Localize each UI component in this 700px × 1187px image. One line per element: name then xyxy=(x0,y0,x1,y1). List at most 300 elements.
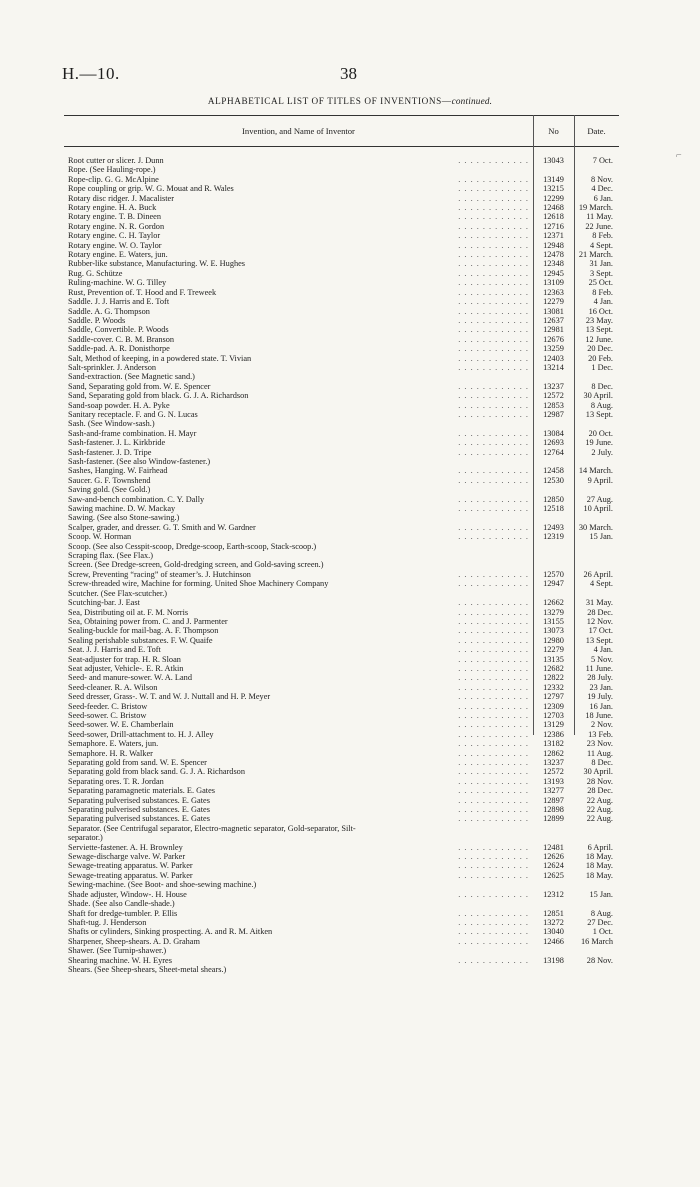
invention-title: Seed-feeder. C. Bristow xyxy=(68,701,148,711)
leader-dots: . . . . . . . . . . . . xyxy=(458,616,529,626)
table-row xyxy=(64,814,619,823)
patent-date: 13 Sept. xyxy=(585,409,613,419)
leader-dots: . . . . . . . . . . . . xyxy=(458,908,529,918)
patent-date: 23 Nov. xyxy=(586,739,613,749)
patent-number: 12493 xyxy=(543,522,564,532)
patent-number: 12299 xyxy=(543,193,564,203)
patent-date: 20 Oct. xyxy=(588,428,613,438)
leader-dots: . . . . . . . . . . . . xyxy=(458,936,529,946)
patent-date: 27 Dec. xyxy=(587,917,613,927)
patent-date: 8 Dec. xyxy=(591,381,613,391)
patent-number: 12980 xyxy=(543,635,564,645)
invention-title: Seed-sower, Drill-attachment to. H. J. Alley xyxy=(68,729,214,739)
invention-title: Scutching-bar. J. East xyxy=(68,598,140,608)
leader-dots: . . . . . . . . . . . . xyxy=(458,955,529,965)
patent-number: 13279 xyxy=(543,607,564,617)
table-row xyxy=(64,617,619,626)
patent-date: 19 July. xyxy=(587,692,613,702)
table-row xyxy=(64,203,619,212)
patent-date: 19 June. xyxy=(585,438,613,448)
invention-title: Separator. (See Centrifugal separator, Electro-magnetic separator, Gold-separator, Silt- xyxy=(68,823,356,833)
leader-dots: . . . . . . . . . . . . xyxy=(458,438,529,448)
leader-dots: . . . . . . . . . . . . xyxy=(458,221,529,231)
invention-title: Rug. G. Schütze xyxy=(68,268,123,278)
table-row xyxy=(64,927,619,936)
patent-number: 12945 xyxy=(543,268,564,278)
leader-dots: . . . . . . . . . . . . xyxy=(458,569,529,579)
patent-number: 12468 xyxy=(543,203,564,213)
invention-title: Semaphore. H. R. Walker xyxy=(68,748,153,758)
patent-date: 4 Dec. xyxy=(591,184,613,194)
table-row xyxy=(64,956,619,965)
table-row xyxy=(64,711,619,720)
table-row xyxy=(64,212,619,221)
table-row xyxy=(64,589,619,598)
table-row xyxy=(64,570,619,579)
invention-title: Screen. (See Dredge-screen, Gold-dredging screen, and Gold-saving screen.) xyxy=(68,560,324,570)
patent-date: 16 March xyxy=(580,936,613,946)
table-row xyxy=(64,241,619,250)
table-row xyxy=(64,222,619,231)
table-row xyxy=(64,532,619,541)
table-row xyxy=(64,316,619,325)
invention-title: Sand, Separating gold from. W. E. Spencer xyxy=(68,381,211,391)
table-row xyxy=(64,833,619,842)
patent-date: 22 June. xyxy=(585,221,613,231)
leader-dots: . . . . . . . . . . . . xyxy=(458,682,529,692)
leader-dots: . . . . . . . . . . . . xyxy=(458,231,529,241)
patent-number: 12386 xyxy=(543,729,564,739)
patent-date: 12 Nov. xyxy=(586,616,613,626)
table-row xyxy=(64,391,619,400)
leader-dots: . . . . . . . . . . . . xyxy=(458,710,529,720)
patent-date: 1 Dec. xyxy=(591,362,613,372)
invention-title: Separating paramagnetic materials. E. Gates xyxy=(68,786,215,796)
leader-dots: . . . . . . . . . . . . xyxy=(458,297,529,307)
table-row xyxy=(64,702,619,711)
patent-number: 12676 xyxy=(543,334,564,344)
leader-dots: . . . . . . . . . . . . xyxy=(458,193,529,203)
table-row xyxy=(64,645,619,654)
patent-number: 12637 xyxy=(543,315,564,325)
leader-dots: . . . . . . . . . . . . xyxy=(458,927,529,937)
leader-dots: . . . . . . . . . . . . xyxy=(458,814,529,824)
table-row xyxy=(64,720,619,729)
table-row xyxy=(64,401,619,410)
table-row xyxy=(64,560,619,569)
leader-dots: . . . . . . . . . . . . xyxy=(458,607,529,617)
patent-date: 8 Feb. xyxy=(592,287,613,297)
table-row xyxy=(64,664,619,673)
invention-title: Shaft for dredge-tumbler. P. Ellis xyxy=(68,908,178,918)
leader-dots: . . . . . . . . . . . . xyxy=(458,334,529,344)
invention-title: Serviette-fastener. A. H. Brownley xyxy=(68,842,183,852)
inventions-table xyxy=(64,112,619,974)
invention-title: Rotary engine. T. B. Dineen xyxy=(68,212,162,222)
leader-dots: . . . . . . . . . . . . xyxy=(458,268,529,278)
invention-title: Scoop. (See also Cesspit-scoop, Dredge-scoop, Earth-scoop, Stack-scoop.) xyxy=(68,541,317,551)
column-header-no: No xyxy=(548,126,559,136)
leader-dots: . . . . . . . . . . . . xyxy=(458,842,529,852)
leader-dots: . . . . . . . . . . . . xyxy=(458,673,529,683)
patent-date: 20 Dec. xyxy=(587,344,613,354)
patent-date: 8 Aug. xyxy=(590,400,613,410)
patent-number: 12625 xyxy=(543,870,564,880)
table-row xyxy=(64,363,619,372)
leader-dots: . . . . . . . . . . . . xyxy=(458,776,529,786)
patent-date: 4 Sept. xyxy=(589,579,613,589)
leader-dots: . . . . . . . . . . . . xyxy=(458,645,529,655)
leader-dots: . . . . . . . . . . . . xyxy=(458,861,529,871)
table-row xyxy=(64,429,619,438)
patent-date: 23 May. xyxy=(585,315,613,325)
table-row xyxy=(64,184,619,193)
patent-date: 28 Nov. xyxy=(586,955,613,965)
invention-title: Sand, Separating gold from black. G. J. A. Richardson xyxy=(68,391,249,401)
patent-date: 8 Aug. xyxy=(590,908,613,918)
table-row xyxy=(64,786,619,795)
patent-number: 12897 xyxy=(543,795,564,805)
invention-title: Sealing-buckle for mail-bag. A. F. Thompson xyxy=(68,626,219,636)
leader-dots: . . . . . . . . . . . . xyxy=(458,870,529,880)
patent-number: 12466 xyxy=(543,936,564,946)
leader-dots: . . . . . . . . . . . . xyxy=(458,325,529,335)
patent-number: 12626 xyxy=(543,852,564,862)
patent-number: 12851 xyxy=(543,908,564,918)
leader-dots: . . . . . . . . . . . . xyxy=(458,400,529,410)
patent-date: 10 April. xyxy=(583,504,613,514)
table-row xyxy=(64,909,619,918)
patent-number: 13277 xyxy=(543,786,564,796)
list-title-main: ALPHABETICAL LIST OF TITLES OF INVENTIONS— xyxy=(207,96,452,106)
table-row xyxy=(64,297,619,306)
leader-dots: . . . . . . . . . . . . xyxy=(458,795,529,805)
invention-title: Shears. (See Sheep-shears, Sheet-metal shears.) xyxy=(68,964,227,974)
table-row xyxy=(64,871,619,880)
patent-date: 30 April. xyxy=(583,391,613,401)
invention-title: Shade adjuster, Window-. H. House xyxy=(68,889,187,899)
leader-dots: . . . . . . . . . . . . xyxy=(458,278,529,288)
patent-number: 12981 xyxy=(543,325,564,335)
table-row xyxy=(64,466,619,475)
invention-title: Saddle, Convertible. P. Woods xyxy=(68,325,169,335)
patent-date: 22 Aug. xyxy=(586,795,613,805)
patent-number: 13073 xyxy=(543,626,564,636)
leader-dots: . . . . . . . . . . . . xyxy=(458,852,529,862)
patent-number: 12862 xyxy=(543,748,564,758)
invention-title: Saddle-pad. A. R. Donisthorpe xyxy=(68,344,170,354)
table-row xyxy=(64,457,619,466)
invention-title: Sash-fastener. J. L. Kirkbride xyxy=(68,438,166,448)
invention-title: Sash-and-frame combination. H. Mayr xyxy=(68,428,197,438)
invention-title: Seat. J. J. Harris and E. Toft xyxy=(68,645,161,655)
invention-title: Rotary engine. E. Waters, jun. xyxy=(68,250,168,260)
patent-date: 5 Nov. xyxy=(590,654,613,664)
leader-dots: . . . . . . . . . . . . xyxy=(458,428,529,438)
invention-title: Salt, Method of keeping, in a powdered state. T. Vivian xyxy=(68,353,252,363)
patent-number: 13182 xyxy=(543,739,564,749)
patent-number: 13043 xyxy=(543,156,564,165)
invention-title: Sea, Obtaining power from. C. and J. Parmenter xyxy=(68,616,228,626)
patent-number: 13081 xyxy=(543,306,564,316)
patent-number: 12987 xyxy=(543,409,564,419)
patent-date: 30 April. xyxy=(583,767,613,777)
table-row xyxy=(64,579,619,588)
leader-dots: . . . . . . . . . . . . xyxy=(458,362,529,372)
invention-title: Ruling-machine. W. G. Tilley xyxy=(68,278,167,288)
invention-title: Shade. (See also Candle-shade.) xyxy=(68,899,175,909)
patent-number: 13193 xyxy=(543,776,564,786)
invention-title: Seed-cleaner. R. A. Wilson xyxy=(68,682,158,692)
patent-date: 1 Oct. xyxy=(592,927,613,937)
patent-date: 6 Jan. xyxy=(593,193,613,203)
patent-number: 12853 xyxy=(543,400,564,410)
patent-number: 12279 xyxy=(543,645,564,655)
patent-number: 12309 xyxy=(543,701,564,711)
leader-dots: . . . . . . . . . . . . xyxy=(458,635,529,645)
invention-title: Rotary disc ridger. J. Macalister xyxy=(68,193,174,203)
invention-title: Saving gold. (See Gold.) xyxy=(68,485,151,495)
patent-number: 12899 xyxy=(543,814,564,824)
patent-number: 12764 xyxy=(543,447,564,457)
patent-date: 18 May. xyxy=(585,852,613,862)
patent-date: 4 Jan. xyxy=(593,297,613,307)
leader-dots: . . . . . . . . . . . . xyxy=(458,532,529,542)
page-number: 38 xyxy=(340,64,357,83)
leader-dots: . . . . . . . . . . . . xyxy=(458,598,529,608)
leader-dots: . . . . . . . . . . . . xyxy=(458,805,529,815)
invention-title: Seed-sower. C. Bristow xyxy=(68,710,147,720)
table-header-rule xyxy=(64,146,619,147)
patent-date: 22 Aug. xyxy=(586,805,613,815)
patent-date: 6 April. xyxy=(587,842,613,852)
table-row xyxy=(64,438,619,447)
invention-title: Sawing machine. D. W. Mackay xyxy=(68,504,176,514)
leader-dots: . . . . . . . . . . . . xyxy=(458,466,529,476)
table-row xyxy=(64,513,619,522)
patent-number: 12478 xyxy=(543,250,564,260)
patent-date: 19 March. xyxy=(578,203,613,213)
patent-date: 31 May. xyxy=(585,598,613,608)
table-row xyxy=(64,880,619,889)
patent-number: 12624 xyxy=(543,861,564,871)
invention-title: Sash. (See Window-sash.) xyxy=(68,419,155,429)
table-row xyxy=(64,410,619,419)
patent-date: 4 Jan. xyxy=(593,645,613,655)
invention-title: Rotary engine. H. A. Buck xyxy=(68,203,157,213)
patent-number: 13135 xyxy=(543,654,564,664)
patent-date: 13 Sept. xyxy=(585,635,613,645)
leader-dots: . . . . . . . . . . . . xyxy=(458,240,529,250)
patent-number: 12572 xyxy=(543,391,564,401)
table-row xyxy=(64,551,619,560)
table-row xyxy=(64,918,619,927)
table-row xyxy=(64,382,619,391)
table-row xyxy=(64,796,619,805)
invention-title: Saucer. G. F. Townshend xyxy=(68,475,151,485)
patent-date: 14 March. xyxy=(578,466,613,476)
table-row xyxy=(64,805,619,814)
patent-number: 12797 xyxy=(543,692,564,702)
invention-title: Sewage-treating apparatus. W. Parker xyxy=(68,870,193,880)
leader-dots: . . . . . . . . . . . . xyxy=(458,315,529,325)
leader-dots: . . . . . . . . . . . . xyxy=(458,156,529,165)
table-row xyxy=(64,824,619,833)
patent-number: 13215 xyxy=(543,184,564,194)
table-body xyxy=(64,156,619,974)
invention-title: Saddle. P. Woods xyxy=(68,315,126,325)
table-row xyxy=(64,165,619,174)
patent-number: 13084 xyxy=(543,428,564,438)
patent-number: 12332 xyxy=(543,682,564,692)
patent-date: 28 Dec. xyxy=(587,786,613,796)
invention-title: Shawer. (See Turnip-shawer.) xyxy=(68,946,167,956)
patent-date: 13 Feb. xyxy=(588,729,613,739)
invention-title: Sash-fastener. J. D. Tripe xyxy=(68,447,152,457)
table-row xyxy=(64,749,619,758)
patent-date: 8 Nov. xyxy=(590,174,613,184)
table-row xyxy=(64,636,619,645)
leader-dots: . . . . . . . . . . . . xyxy=(458,748,529,758)
table-row xyxy=(64,937,619,946)
patent-date: 15 Jan. xyxy=(589,532,613,542)
table-row xyxy=(64,354,619,363)
patent-number: 12850 xyxy=(543,494,564,504)
patent-date: 25 Oct. xyxy=(588,278,613,288)
leader-dots: . . . . . . . . . . . . xyxy=(458,767,529,777)
invention-title: Sand-extraction. (See Magnetic sand.) xyxy=(68,372,195,382)
table-row xyxy=(64,485,619,494)
invention-title: Seat adjuster, Vehicle-. E. R. Atkin xyxy=(68,663,184,673)
table-row xyxy=(64,965,619,974)
table-row xyxy=(64,655,619,664)
patent-date: 7 Oct. xyxy=(592,156,613,165)
leader-dots: . . . . . . . . . . . . xyxy=(458,626,529,636)
patent-date: 20 Feb. xyxy=(588,353,613,363)
table-row xyxy=(64,175,619,184)
patent-date: 28 July. xyxy=(587,673,613,683)
table-row xyxy=(64,739,619,748)
invention-title: Saddle. J. J. Harris and E. Toft xyxy=(68,297,170,307)
table-row xyxy=(64,890,619,899)
leader-dots: . . . . . . . . . . . . xyxy=(458,917,529,927)
patent-number: 12458 xyxy=(543,466,564,476)
patent-date: 31 Jan. xyxy=(589,259,613,269)
patent-number: 13129 xyxy=(543,720,564,730)
leader-dots: . . . . . . . . . . . . xyxy=(458,447,529,457)
table-row xyxy=(64,288,619,297)
patent-number: 13214 xyxy=(543,362,564,372)
leader-dots: . . . . . . . . . . . . xyxy=(458,174,529,184)
invention-title: Sealing perishable substances. F. W. Quaife xyxy=(68,635,213,645)
invention-title: Rotary engine. C. H. Taylor xyxy=(68,231,161,241)
invention-title: Shaft-tug. J. Henderson xyxy=(68,917,147,927)
patent-date: 28 Nov. xyxy=(586,776,613,786)
invention-title: Saddle-cover. C. B. M. Branson xyxy=(68,334,175,344)
table-row xyxy=(64,899,619,908)
leader-dots: . . . . . . . . . . . . xyxy=(458,344,529,354)
invention-title: Screw-threaded wire, Machine for forming. United Shoe Machinery Company xyxy=(68,579,329,589)
invention-title: Sewage-treating apparatus. W. Parker xyxy=(68,861,193,871)
patent-date: 26 April. xyxy=(583,569,613,579)
patent-number: 13149 xyxy=(543,174,564,184)
table-row xyxy=(64,626,619,635)
leader-dots: . . . . . . . . . . . . xyxy=(458,212,529,222)
invention-title: Sash-fastener. (See also Window-fastener.) xyxy=(68,457,211,466)
patent-number: 12703 xyxy=(543,710,564,720)
patent-date: 22 Aug. xyxy=(586,814,613,824)
patent-number: 12363 xyxy=(543,287,564,297)
invention-title: Shearing machine. W. H. Eyres xyxy=(68,955,172,965)
leader-dots: . . . . . . . . . . . . xyxy=(458,786,529,796)
patent-date: 8 Feb. xyxy=(592,231,613,241)
invention-title: Separating gold from sand. W. E. Spencer xyxy=(68,758,207,767)
leader-dots: . . . . . . . . . . . . xyxy=(458,353,529,363)
patent-number: 12948 xyxy=(543,240,564,250)
table-row xyxy=(64,335,619,344)
leader-dots: . . . . . . . . . . . . xyxy=(458,250,529,260)
patent-number: 12481 xyxy=(543,842,564,852)
leader-dots: . . . . . . . . . . . . xyxy=(458,663,529,673)
leader-dots: . . . . . . . . . . . . xyxy=(458,184,529,194)
patent-number: 13237 xyxy=(543,758,564,767)
invention-title: Scoop. W. Horman xyxy=(68,532,132,542)
invention-title: Separating pulverised substances. E. Gates xyxy=(68,805,210,815)
list-title xyxy=(0,96,700,106)
patent-number: 12618 xyxy=(543,212,564,222)
table-row xyxy=(64,156,619,165)
invention-title: Seed dresser, Grass-. W. T. and W. J. Nuttall and H. P. Meyer xyxy=(68,692,271,702)
patent-number: 12662 xyxy=(543,598,564,608)
table-row xyxy=(64,730,619,739)
invention-title: Saw-and-bench combination. C. Y. Dally xyxy=(68,494,205,504)
table-row xyxy=(64,946,619,955)
table-row xyxy=(64,269,619,278)
patent-number: 12572 xyxy=(543,767,564,777)
column-header-invention: Invention, and Name of Inventor xyxy=(242,126,355,136)
table-row xyxy=(64,673,619,682)
table-row xyxy=(64,608,619,617)
patent-date: 8 Dec. xyxy=(591,758,613,767)
patent-date: 28 Dec. xyxy=(587,607,613,617)
table-row xyxy=(64,777,619,786)
patent-number: 12822 xyxy=(543,673,564,683)
invention-title: Shafts or cylinders, Sinking prospecting. A. and R. M. Aitken xyxy=(68,927,273,937)
patent-number: 12530 xyxy=(543,475,564,485)
patent-number: 13109 xyxy=(543,278,564,288)
patent-date: 11 May. xyxy=(586,212,613,222)
patent-number: 12518 xyxy=(543,504,564,514)
list-title-continued: continued. xyxy=(451,96,493,106)
table-row xyxy=(64,372,619,381)
table-row xyxy=(64,194,619,203)
patent-date: 2 Nov. xyxy=(590,720,613,730)
leader-dots: . . . . . . . . . . . . xyxy=(458,475,529,485)
invention-title: Rope. (See Hauling-rope.) xyxy=(68,165,156,175)
invention-title: Sewage-discharge valve. W. Parker xyxy=(68,852,186,862)
patent-number: 12348 xyxy=(543,259,564,269)
table-row xyxy=(64,325,619,334)
invention-title: Sand-soap powder. H. A. Pyke xyxy=(68,400,170,410)
table-row xyxy=(64,307,619,316)
patent-date: 12 June. xyxy=(585,334,613,344)
patent-date: 3 Sept. xyxy=(589,268,613,278)
column-header-date: Date. xyxy=(587,126,606,136)
patent-number: 12279 xyxy=(543,297,564,307)
leader-dots: . . . . . . . . . . . . xyxy=(458,391,529,401)
invention-title: Scutcher. (See Flax-scutcher.) xyxy=(68,588,168,598)
leader-dots: . . . . . . . . . . . . xyxy=(458,889,529,899)
